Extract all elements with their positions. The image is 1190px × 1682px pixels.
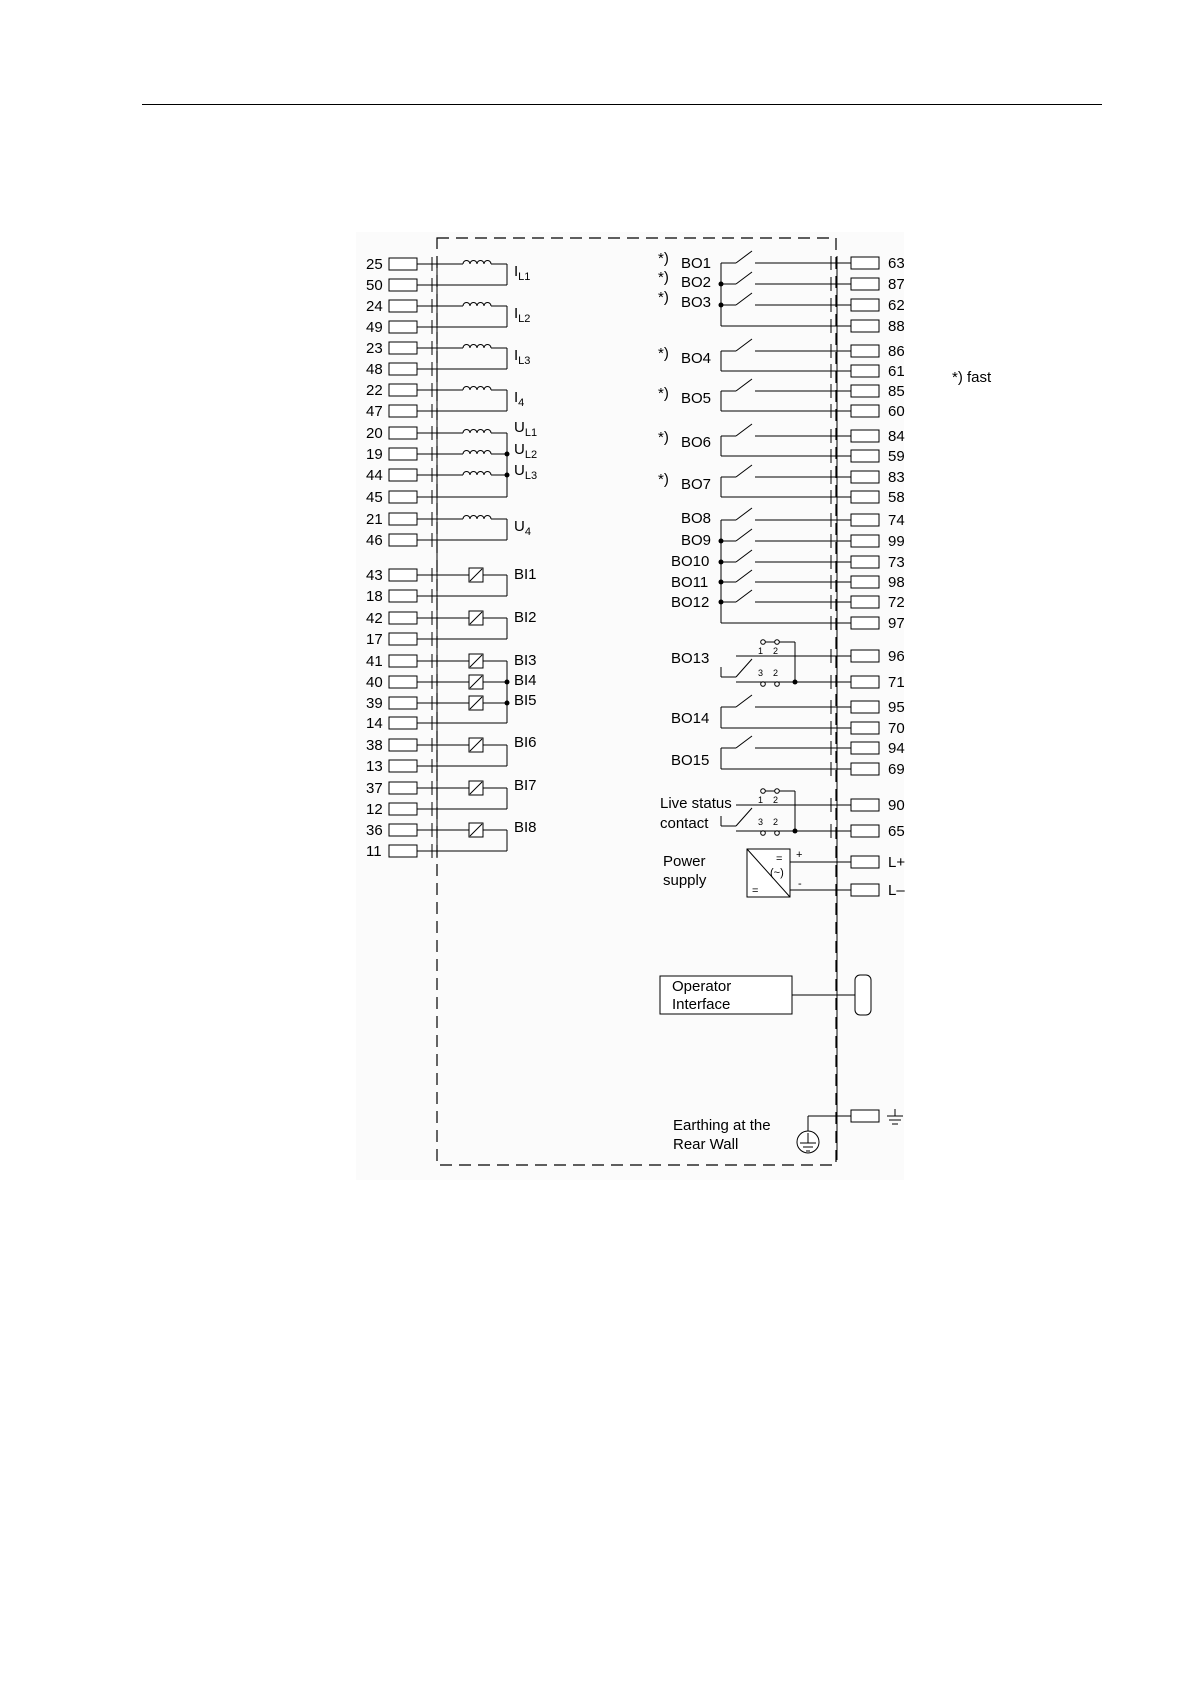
right-terminal-box <box>851 365 879 377</box>
right-terminal-box <box>851 676 879 688</box>
right-terminal-number: 72 <box>888 594 905 611</box>
left-terminal-box <box>389 491 417 503</box>
right-terminal-number: 58 <box>888 489 905 506</box>
right-terminal-box <box>851 491 879 503</box>
left-terminal-number: 39 <box>366 695 383 712</box>
left-terminal-box <box>389 845 417 857</box>
left-terminal-box <box>389 469 417 481</box>
voltage-input-label: $U_{L1}$ <box>514 419 538 439</box>
right-terminal-box <box>851 650 879 662</box>
binary-input-label: BI2 <box>514 609 537 626</box>
right-terminal-box <box>851 763 879 775</box>
right-terminal-number: 88 <box>888 318 905 335</box>
right-terminal-number: 84 <box>888 428 905 445</box>
left-terminal-box <box>389 633 417 645</box>
binary-output-label: BO2 <box>681 274 712 291</box>
junction-dot <box>793 829 798 834</box>
left-terminal-number: 20 <box>366 425 383 442</box>
left-terminal-number: 42 <box>366 610 383 627</box>
right-terminal-number: L– <box>888 882 905 899</box>
right-terminal-box <box>851 701 879 713</box>
right-terminal-box <box>851 405 879 417</box>
current-input-label: $I_{L3}$ <box>514 347 531 367</box>
right-terminal-number: 65 <box>888 823 905 840</box>
right-terminal-box <box>851 825 879 837</box>
right-terminal-box <box>851 320 879 332</box>
voltage-input-label: $U_{L3}$ <box>514 462 538 482</box>
right-terminal-box <box>851 576 879 588</box>
right-terminal-number: 99 <box>888 533 905 550</box>
binary-input-label: BI8 <box>514 819 537 836</box>
fast-marker: *) <box>658 289 669 306</box>
binary-input-label: BI4 <box>514 672 537 689</box>
earthing-label-line1: Earthing at the <box>673 1117 771 1134</box>
left-terminal-number: 21 <box>366 511 383 528</box>
left-terminal-number: 43 <box>366 567 383 584</box>
left-terminal-number: 17 <box>366 631 383 648</box>
fast-marker: *) <box>658 429 669 446</box>
left-terminal-box <box>389 803 417 815</box>
right-terminal-number: 97 <box>888 615 905 632</box>
live-status-label-line1: Live status <box>660 795 732 812</box>
binary-output-label: BO5 <box>681 390 712 407</box>
right-terminal-number: 86 <box>888 343 905 360</box>
right-terminal-box <box>851 856 879 868</box>
right-terminal-number: L+ <box>888 854 906 871</box>
binary-output-label: BO12 <box>671 594 710 611</box>
right-terminal-box <box>851 385 879 397</box>
contact-number: 1 <box>758 795 764 805</box>
left-terminal-number: 14 <box>366 715 383 732</box>
right-terminal-number: 85 <box>888 383 905 400</box>
right-terminal-number: 83 <box>888 469 905 486</box>
left-terminal-number: 19 <box>366 446 383 463</box>
right-terminal-box <box>851 556 879 568</box>
left-terminal-box <box>389 513 417 525</box>
left-terminal-number: 40 <box>366 674 383 691</box>
right-terminal-box <box>851 278 879 290</box>
left-terminal-box <box>389 697 417 709</box>
binary-output-label: BO8 <box>681 510 712 527</box>
supply-minus-sign: - <box>798 878 802 890</box>
binary-output-label: BO14 <box>671 710 710 727</box>
left-terminal-box <box>389 384 417 396</box>
binary-output-label: BO15 <box>671 752 710 769</box>
left-terminal-number: 18 <box>366 588 383 605</box>
voltage-input-label: $U_{L2}$ <box>514 441 538 461</box>
left-terminal-box <box>389 405 417 417</box>
earthing-label-line2: Rear Wall <box>673 1136 739 1153</box>
right-terminal-number: 61 <box>888 363 905 380</box>
left-terminal-number: 41 <box>366 653 383 670</box>
right-terminal-number: 96 <box>888 648 905 665</box>
left-terminal-box <box>389 300 417 312</box>
junction-dot <box>719 303 724 308</box>
right-terminal-number: 87 <box>888 276 905 293</box>
converter-dc-top: = <box>776 853 783 865</box>
left-terminal-number: 23 <box>366 340 383 357</box>
fast-marker: *) <box>658 269 669 286</box>
left-terminal-number: 38 <box>366 737 383 754</box>
left-terminal-number: 50 <box>366 277 383 294</box>
left-terminal-box <box>389 717 417 729</box>
contact-number: 2 <box>773 668 779 678</box>
operator-interface-line1: Operator <box>672 978 732 995</box>
binary-output-label: BO9 <box>681 532 712 549</box>
left-terminal-number: 44 <box>366 467 383 484</box>
left-terminal-box <box>389 760 417 772</box>
contact-number: 2 <box>773 646 779 656</box>
junction-dot <box>719 600 724 605</box>
junction-dot <box>719 282 724 287</box>
right-terminal-box <box>851 514 879 526</box>
supply-plus-sign: + <box>796 849 803 861</box>
right-terminal-number: 98 <box>888 574 905 591</box>
left-terminal-box <box>389 321 417 333</box>
junction-dot <box>505 701 510 706</box>
right-terminal-number: 95 <box>888 699 905 716</box>
right-terminal-number: 63 <box>888 255 905 272</box>
left-terminal-box <box>389 824 417 836</box>
figure-background <box>356 232 904 1180</box>
right-terminal-box <box>851 257 879 269</box>
binary-output-label: BO6 <box>681 434 712 451</box>
junction-dot <box>505 680 510 685</box>
fast-marker: *) <box>658 345 669 362</box>
left-terminal-number: 22 <box>366 382 383 399</box>
junction-dot <box>505 452 510 457</box>
left-terminal-number: 47 <box>366 403 383 420</box>
left-terminal-box <box>389 655 417 667</box>
left-terminal-box <box>389 427 417 439</box>
right-terminal-number: 70 <box>888 720 905 737</box>
right-terminal-number: 59 <box>888 448 905 465</box>
binary-input-label: BI6 <box>514 734 537 751</box>
voltage-input-label: $U_4$ <box>514 518 531 538</box>
left-terminal-box <box>389 782 417 794</box>
left-terminal-box <box>389 448 417 460</box>
left-terminal-box <box>389 676 417 688</box>
contact-point <box>761 640 766 645</box>
current-input-label: $I_{L2}$ <box>514 305 531 325</box>
right-terminal-number: 69 <box>888 761 905 778</box>
right-terminal-number: 62 <box>888 297 905 314</box>
power-supply-label-line1: Power <box>663 853 706 870</box>
left-terminal-box <box>389 258 417 270</box>
binary-output-label: BO3 <box>681 294 712 311</box>
binary-output-label: BO13 <box>671 650 710 667</box>
right-terminal-box <box>851 430 879 442</box>
left-terminal-box <box>389 342 417 354</box>
right-terminal-box <box>851 722 879 734</box>
fast-marker: *) <box>658 385 669 402</box>
junction-dot <box>793 680 798 685</box>
left-terminal-box <box>389 279 417 291</box>
left-terminal-number: 13 <box>366 758 383 775</box>
left-terminal-box <box>389 569 417 581</box>
left-terminal-number: 11 <box>366 843 382 860</box>
live-status-label-line2: contact <box>660 815 709 832</box>
earth-terminal-box <box>851 1110 879 1122</box>
left-terminal-number: 25 <box>366 256 383 273</box>
current-input-label: $I_4$ <box>514 389 525 409</box>
left-terminal-number: 37 <box>366 780 383 797</box>
converter-dc-bottom: = <box>752 885 759 897</box>
current-input-label: $I_{L1}$ <box>514 263 531 283</box>
right-terminal-box <box>851 884 879 896</box>
converter-ac: (~) <box>770 867 784 879</box>
contact-point <box>775 789 780 794</box>
fast-marker: *) <box>658 250 669 267</box>
right-terminal-box <box>851 535 879 547</box>
left-terminal-number: 46 <box>366 532 383 549</box>
contact-point <box>761 789 766 794</box>
binary-input-label: BI7 <box>514 777 537 794</box>
fast-marker: *) <box>658 471 669 488</box>
binary-output-label: BO7 <box>681 476 712 493</box>
binary-output-label: BO10 <box>671 553 710 570</box>
contact-number: 2 <box>773 795 779 805</box>
right-terminal-number: 94 <box>888 740 905 757</box>
left-terminal-number: 48 <box>366 361 383 378</box>
left-terminal-box <box>389 612 417 624</box>
power-supply-label-line2: supply <box>663 872 707 889</box>
right-terminal-number: 60 <box>888 403 905 420</box>
left-terminal-number: 24 <box>366 298 383 315</box>
right-terminal-number: 90 <box>888 797 905 814</box>
right-terminal-box <box>851 742 879 754</box>
right-terminal-box <box>851 596 879 608</box>
left-terminal-number: 12 <box>366 801 383 818</box>
fast-legend: *) fast <box>952 369 992 386</box>
junction-dot <box>719 560 724 565</box>
binary-output-label: BO4 <box>681 350 712 367</box>
contact-number: 3 <box>758 817 764 827</box>
junction-dot <box>719 580 724 585</box>
operator-interface-connector <box>855 975 871 1015</box>
binary-input-label: BI1 <box>514 566 537 583</box>
binary-input-label: BI3 <box>514 652 537 669</box>
right-terminal-box <box>851 799 879 811</box>
right-terminal-number: 71 <box>888 674 905 691</box>
right-terminal-box <box>851 345 879 357</box>
contact-number: 3 <box>758 668 764 678</box>
right-terminal-box <box>851 471 879 483</box>
left-terminal-box <box>389 363 417 375</box>
right-terminal-block <box>851 255 905 899</box>
contact-point <box>775 640 780 645</box>
binary-input-label: BI5 <box>514 692 537 709</box>
right-terminal-box <box>851 450 879 462</box>
left-terminal-number: 45 <box>366 489 383 506</box>
left-terminal-box <box>389 739 417 751</box>
junction-dot <box>719 539 724 544</box>
left-terminal-number: 36 <box>366 822 383 839</box>
binary-output-label: BO11 <box>671 574 709 591</box>
right-terminal-number: 73 <box>888 554 905 571</box>
left-terminal-box <box>389 534 417 546</box>
contact-number: 2 <box>773 817 779 827</box>
left-terminal-box <box>389 590 417 602</box>
right-terminal-number: 74 <box>888 512 905 529</box>
right-terminal-box <box>851 299 879 311</box>
right-terminal-box <box>851 617 879 629</box>
contact-number: 1 <box>758 646 764 656</box>
operator-interface-line2: Interface <box>672 996 731 1013</box>
left-terminal-number: 49 <box>366 319 383 336</box>
binary-output-label: BO1 <box>681 255 712 272</box>
